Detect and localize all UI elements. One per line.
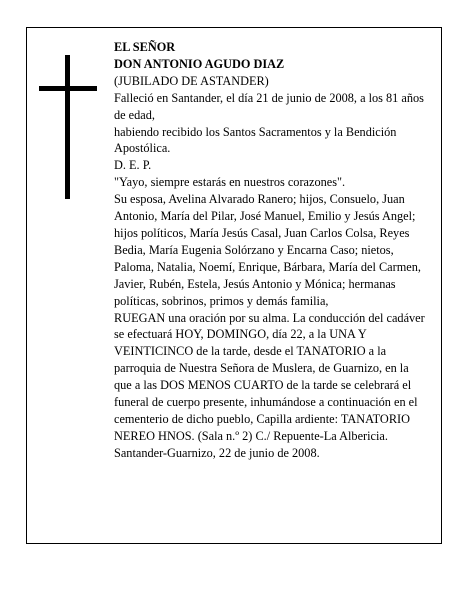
cross-horizontal-bar bbox=[39, 86, 97, 91]
title-line: EL SEÑOR bbox=[114, 40, 176, 54]
death-notice: Falleció en Santander, el día 21 de junio de 2008, a los 81 años de edad, bbox=[114, 90, 424, 122]
sacraments-notice: habiendo recibido los Santos Sacramentos y la Bendición Apostólica. bbox=[114, 124, 397, 156]
family-paragraph: Su esposa, Avelina Alvarado Ranero; hijos, Consuelo, Juan Antonio, María del Pilar, José Manuel, Emilio y Jesús Angel; hijos políticos, María Jesús Casal, Juan Carlos Colsa, Reyes Bedia, María Eugenia Solórzano y Encarna Caso; nietos, Paloma, Natalia, Noemí, Enrique, Bárbara, María del Carmen, Javier, Rubén, Estela, Jesús Antonio y Mónica; hermanas políticas, sobrinos, primos y demás familia, bbox=[114, 192, 421, 308]
funeral-details: RUEGAN una oración por su alma. La conducción del cadáver se efectuará HOY, DOMINGO, día 22, a la UNA Y VEINTICINCO de la tarde, desde el TANATORIO a la parroquia de Nuestra Señora de Muslera, de Guarnizo, en la que a las DOS MENOS CUARTO de la tarde se celebrará el funeral de cuerpo presente, inhumándose a continuación en el cementerio de dicho pueblo, Capilla ardiente: TANATORIO NEREO HNOS. (Sala n.º 2) C./ Repuente-La Albericia. bbox=[114, 310, 425, 443]
obituary-text bbox=[114, 39, 426, 462]
quote-line: "Yayo, siempre estarás en nuestros corazones". bbox=[114, 175, 346, 190]
deceased-name: DON ANTONIO AGUDO DIAZ bbox=[114, 56, 285, 71]
deceased-occupation: (JUBILADO DE ASTANDER) bbox=[114, 73, 269, 88]
cross-vertical-bar bbox=[65, 55, 70, 199]
rip-line: D. E. P. bbox=[114, 158, 152, 173]
place-date-line: Santander-Guarnizo, 22 de junio de 2008. bbox=[114, 445, 320, 460]
